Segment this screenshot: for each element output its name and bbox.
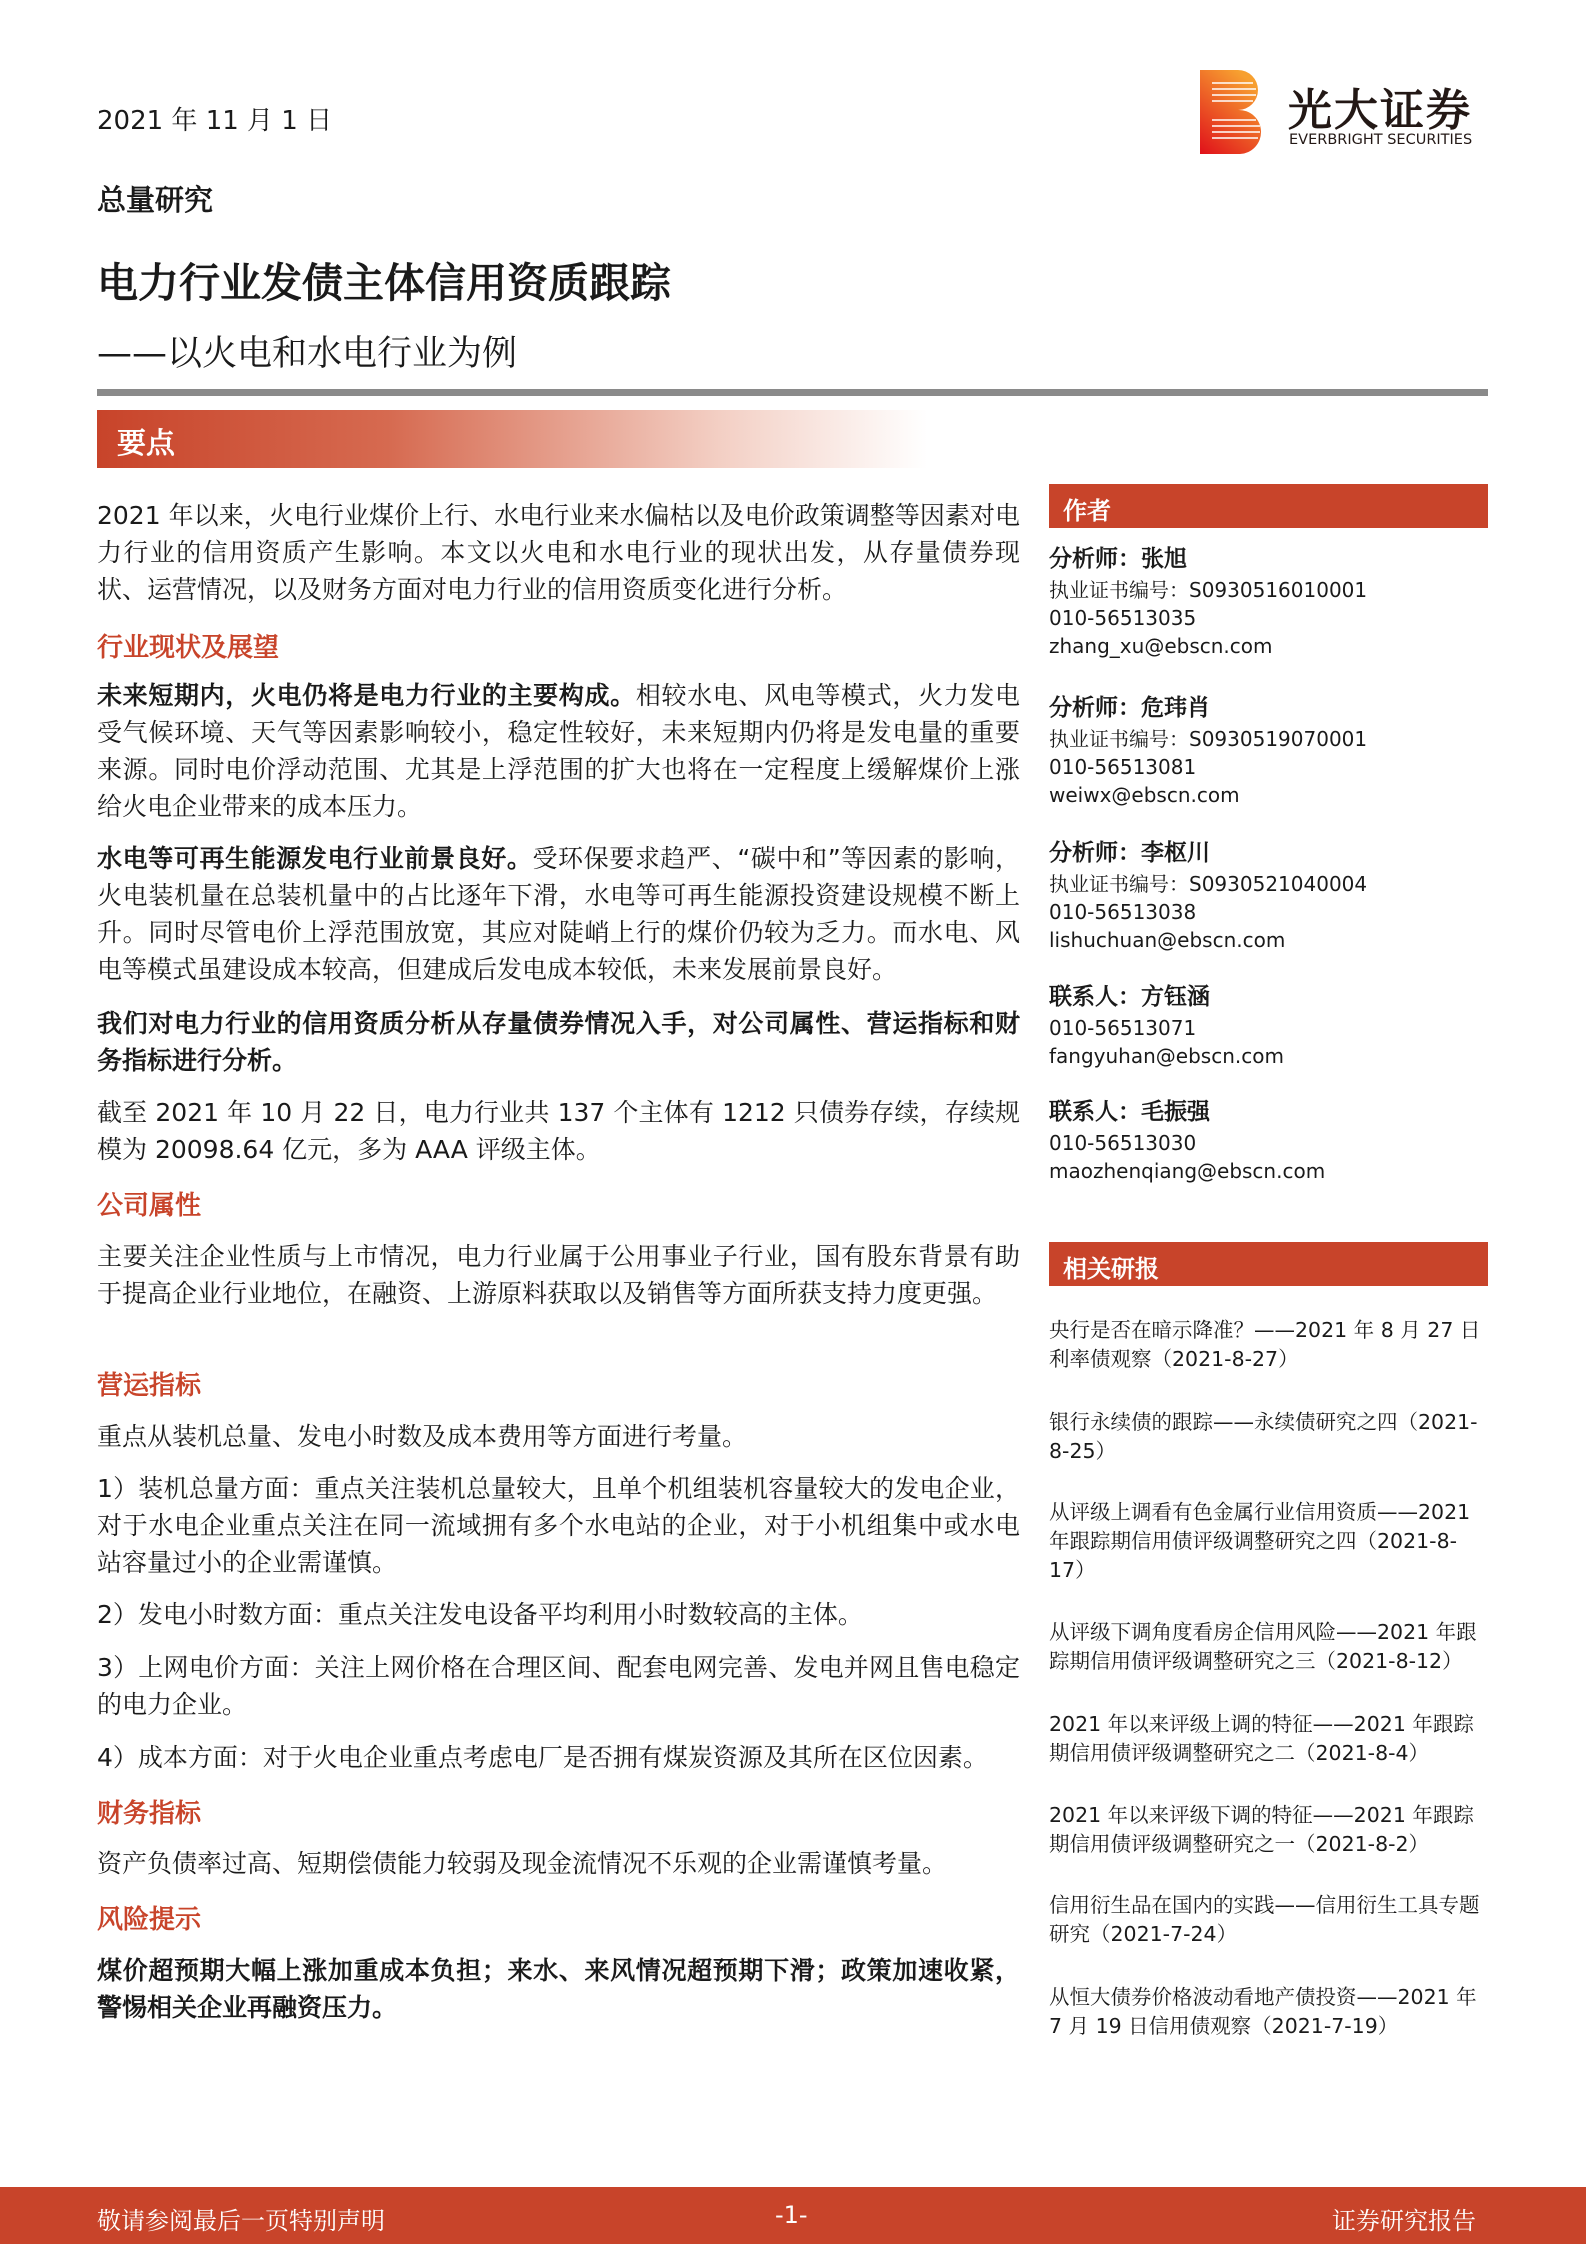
- contact-name: 联系人：方钰涵: [1049, 984, 1210, 1010]
- related-report-item[interactable]: 2021 年以来评级上调的特征——2021 年跟踪期信用债评级调整研究之二（2021-8-4）: [1049, 1712, 1474, 1765]
- related-reports-header: 相关研报: [1049, 1242, 1488, 1286]
- author-cert: 执业证书编号：S0930516010001: [1049, 578, 1368, 602]
- paragraph: 重点从装机总量、发电小时数及成本费用等方面进行考量。: [97, 1422, 748, 1451]
- contact-phone: 010-56513071: [1049, 1016, 1197, 1040]
- paragraph: 截至 2021 年 10 月 22 日，电力行业共 137 个主体有 1212 只债券存续，存续规模为 20098.64 亿元，多为 AAA 评级主体。: [97, 1098, 1020, 1164]
- paragraph: [97, 840, 1020, 988]
- author-email[interactable]: lishuchuan@ebscn.com: [1049, 928, 1286, 952]
- paragraph: 3）上网电价方面：关注上网价格在合理区间、配套电网完善、发电并网且售电稳定的电力企业。: [97, 1653, 1020, 1719]
- related-report-item[interactable]: 信用衍生品在国内的实践——信用衍生工具专题研究（2021-7-24）: [1049, 1893, 1480, 1946]
- author-phone: 010-56513038: [1049, 900, 1197, 924]
- related-report-item[interactable]: 银行永续债的跟踪——永续债研究之四（2021-8-25）: [1049, 1410, 1478, 1463]
- author-name: 分析师：张旭: [1049, 546, 1187, 572]
- author-cert: 执业证书编号：S0930519070001: [1049, 727, 1368, 751]
- section-heading: 行业现状及展望: [97, 633, 280, 663]
- author-phone: 010-56513081: [1049, 755, 1197, 779]
- contact-name: 联系人：毛振强: [1049, 1099, 1210, 1125]
- key-points-label: 要点: [117, 426, 176, 460]
- footer-disclaimer: 敬请参阅最后一页特别声明: [97, 2207, 385, 2235]
- paragraph: 4）成本方面：对于火电企业重点考虑电厂是否拥有煤炭资源及其所在区位因素。: [97, 1743, 988, 1772]
- related-report-item[interactable]: 从评级上调看有色金属行业信用资质——2021 年跟踪期信用债评级调整研究之四（2021-8-17）: [1049, 1500, 1471, 1582]
- author-card: [1049, 542, 1367, 660]
- footer-bar: [0, 2187, 1586, 2244]
- section-heading: 风险提示: [97, 1905, 202, 1935]
- paragraph: 煤价超预期大幅上涨加重成本负担；来水、来风情况超预期下滑；政策加速收紧，警惕相关企业再融资压力。: [97, 1956, 1020, 2022]
- report-subtitle: ——以火电和水电行业为例: [97, 334, 518, 374]
- author-card: [1049, 691, 1367, 809]
- header-divider: [97, 389, 1488, 396]
- bold-lead: 水电等可再生能源发电行业前景良好。: [97, 844, 533, 873]
- logo-cn: 光大证券: [1288, 85, 1472, 136]
- bold-lead: 未来短期内，火电仍将是电力行业的主要构成。: [97, 681, 636, 710]
- report-date: 2021 年 11 月 1 日: [97, 106, 333, 136]
- author-cert: 执业证书编号：S0930521040004: [1049, 872, 1368, 896]
- everbright-logo: [1198, 68, 1498, 158]
- related-report-item[interactable]: 央行是否在暗示降准？——2021 年 8 月 27 日利率债观察（2021-8-27）: [1049, 1318, 1481, 1371]
- paragraph: 资产负债率过高、短期偿债能力较弱及现金流情况不乐观的企业需谨慎考量。: [97, 1849, 948, 1878]
- related-report-item[interactable]: 2021 年以来评级下调的特征——2021 年跟踪期信用债评级调整研究之一（2021-8-2）: [1049, 1803, 1474, 1856]
- paragraph: 1）装机总量方面：重点关注装机总量较大，且单个机组装机容量较大的发电企业，对于水电企业重点关注在同一流域拥有多个水电站的企业，对于小机组集中或水电站容量过小的企业需谨慎。: [97, 1474, 1020, 1577]
- footer-report-type: 证券研究报告: [1332, 2207, 1476, 2235]
- paragraph: 2021 年以来，火电行业煤价上行、水电行业来水偏枯以及电价政策调整等因素对电力行业的信用资质产生影响。本文以火电和水电行业的现状出发，从存量债券现状、运营情况，以及财务方面对电力行业的信用资质变化进行分析。: [97, 501, 1020, 604]
- logo-en: EVERBRIGHT SECURITIES: [1289, 132, 1473, 148]
- section-heading: 财务指标: [97, 1799, 202, 1829]
- section-heading: 营运指标: [97, 1371, 202, 1401]
- paragraph-text: 相较水电、风电等模式，火力发电受气候环境、天气等因素影响较小，稳定性较好，未来短期内仍将是发电量的重要来源。同时电价浮动范围、尤其是上浮范围的扩大也将在一定程度上缓解煤价上涨给火电企业带来的成本压力。: [97, 681, 1020, 821]
- author-name: 分析师：危玮肖: [1049, 695, 1210, 721]
- authors-header: 作者: [1049, 484, 1488, 528]
- related-report-item[interactable]: 从恒大债券价格波动看地产债投资——2021 年 7 月 19 日信用债观察（2021-7-19）: [1049, 1985, 1477, 2038]
- contact-email[interactable]: fangyuhan@ebscn.com: [1049, 1044, 1284, 1068]
- author-card: [1049, 836, 1367, 954]
- contact-card: [1049, 980, 1284, 1070]
- report-title: 电力行业发债主体信用资质跟踪: [97, 259, 671, 307]
- author-name: 分析师：李枢川: [1049, 840, 1210, 866]
- paragraph: 2）发电小时数方面：重点关注发电设备平均利用小时数较高的主体。: [97, 1600, 863, 1629]
- author-email[interactable]: weiwx@ebscn.com: [1049, 783, 1240, 807]
- related-report-item[interactable]: 从评级下调角度看房企信用风险——2021 年跟踪期信用债评级调整研究之三（2021-8-12）: [1049, 1620, 1477, 1673]
- author-phone: 010-56513035: [1049, 606, 1197, 630]
- key-points-banner: [97, 410, 927, 468]
- paragraph: 主要关注企业性质与上市情况，电力行业属于公用事业子行业，国有股东背景有助于提高企业行业地位，在融资、上游原料获取以及销售等方面所获支持力度更强。: [97, 1242, 1020, 1308]
- page-number: -1-: [775, 2201, 808, 2229]
- paragraph: [97, 677, 1020, 825]
- author-email[interactable]: zhang_xu@ebscn.com: [1049, 634, 1273, 658]
- contact-phone: 010-56513030: [1049, 1131, 1197, 1155]
- section-heading: 公司属性: [97, 1191, 202, 1221]
- report-category: 总量研究: [97, 183, 214, 217]
- contact-email[interactable]: maozhenqiang@ebscn.com: [1049, 1159, 1326, 1183]
- paragraph: 我们对电力行业的信用资质分析从存量债券情况入手，对公司属性、营运指标和财务指标进行分析。: [97, 1009, 1020, 1075]
- contact-card: [1049, 1095, 1325, 1185]
- paragraph-text: 受环保要求趋严、“碳中和”等因素的影响，火电装机量在总装机量中的占比逐年下滑，水电等可再生能源投资建设规模不断上升。同时尽管电价上浮范围放宽，其应对陡峭上行的煤价仍较为乏力。而水电、风电等模式虽建设成本较高，但建成后发电成本较低，未来发展前景良好。: [97, 844, 1020, 984]
